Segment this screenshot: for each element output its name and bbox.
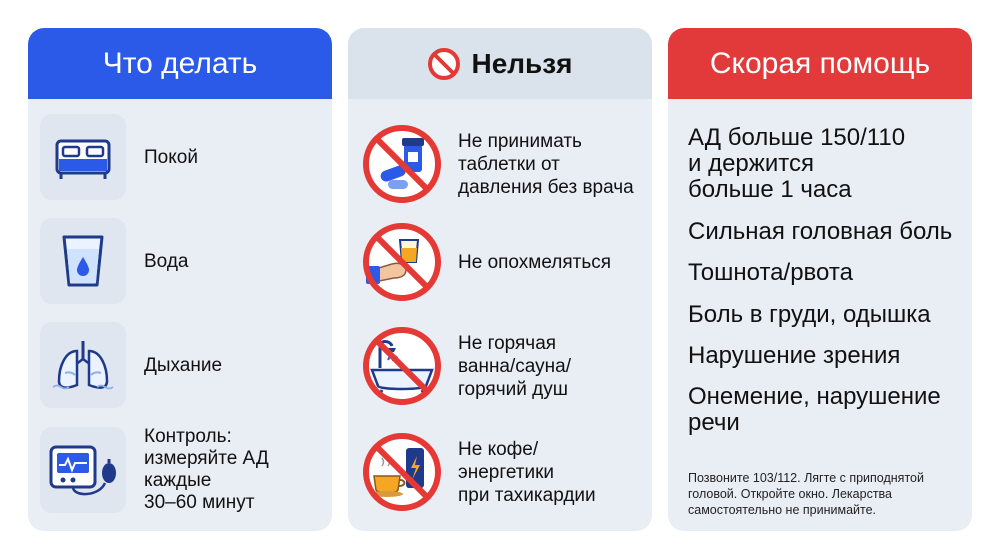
no-hot-bath-icon: [360, 324, 444, 408]
symptom-blood-pressure: АД больше 150/110 и держится больше 1 часа: [688, 124, 906, 203]
symptom-vision: Нарушение зрения: [688, 342, 901, 369]
prohibition-icon: [427, 47, 461, 81]
do-title: Что делать: [102, 46, 258, 80]
symptom-headache: Сильная головная боль: [688, 218, 953, 245]
no-pills-icon: [360, 122, 444, 206]
emergency-panel: [668, 28, 972, 531]
emergency-note: Позвоните 103/112. Лягте с приподнятой головой. Откройте окно. Лекарства самостоятельно не принимайте.: [688, 471, 924, 517]
lungs-icon: [51, 337, 115, 393]
symptom-chest-pain: Боль в груди, одышка: [688, 301, 931, 328]
emergency-title: Скорая помощь: [709, 46, 931, 80]
blood-pressure-monitor-icon: [47, 439, 119, 501]
dont-header: [348, 28, 652, 99]
do-item-rest: [40, 114, 198, 200]
do-label-rest: Покой: [144, 146, 198, 168]
do-panel: [28, 28, 332, 531]
bed-icon: [53, 133, 113, 181]
do-label-water: Вода: [144, 250, 189, 272]
no-alcohol-icon: [360, 220, 444, 304]
dont-label-pills: Не принимать таблетки от давления без врача: [458, 130, 634, 198]
do-item-water: [40, 218, 188, 304]
water-glass-icon: [60, 233, 106, 289]
dont-item-alcohol: [360, 220, 611, 304]
symptom-nausea: Тошнота/рвота: [688, 259, 853, 286]
dont-panel: [348, 28, 652, 531]
do-label-monitor: Контроль: измеряйте АД каждые 30–60 минут: [144, 426, 269, 513]
do-label-breathing: Дыхание: [144, 354, 223, 376]
do-item-monitor: [40, 426, 269, 514]
dont-label-coffee: Не кофе/ энергетики при тахикардии: [458, 438, 596, 506]
dont-label-alcohol: Не опохмеляться: [458, 251, 612, 273]
no-coffee-energy-icon: [360, 430, 444, 514]
dont-item-bath: [360, 324, 571, 408]
symptom-numbness: Онемение, нарушение речи: [688, 383, 941, 436]
emergency-header: [668, 28, 972, 99]
dont-item-coffee: [360, 430, 596, 514]
do-item-breathing: [40, 322, 222, 408]
dont-label-bath: Не горячая ванна/сауна/ горячий душ: [458, 332, 571, 400]
dont-item-pills: [360, 122, 634, 206]
do-header: [28, 28, 332, 99]
dont-title: Нельзя: [471, 47, 573, 79]
